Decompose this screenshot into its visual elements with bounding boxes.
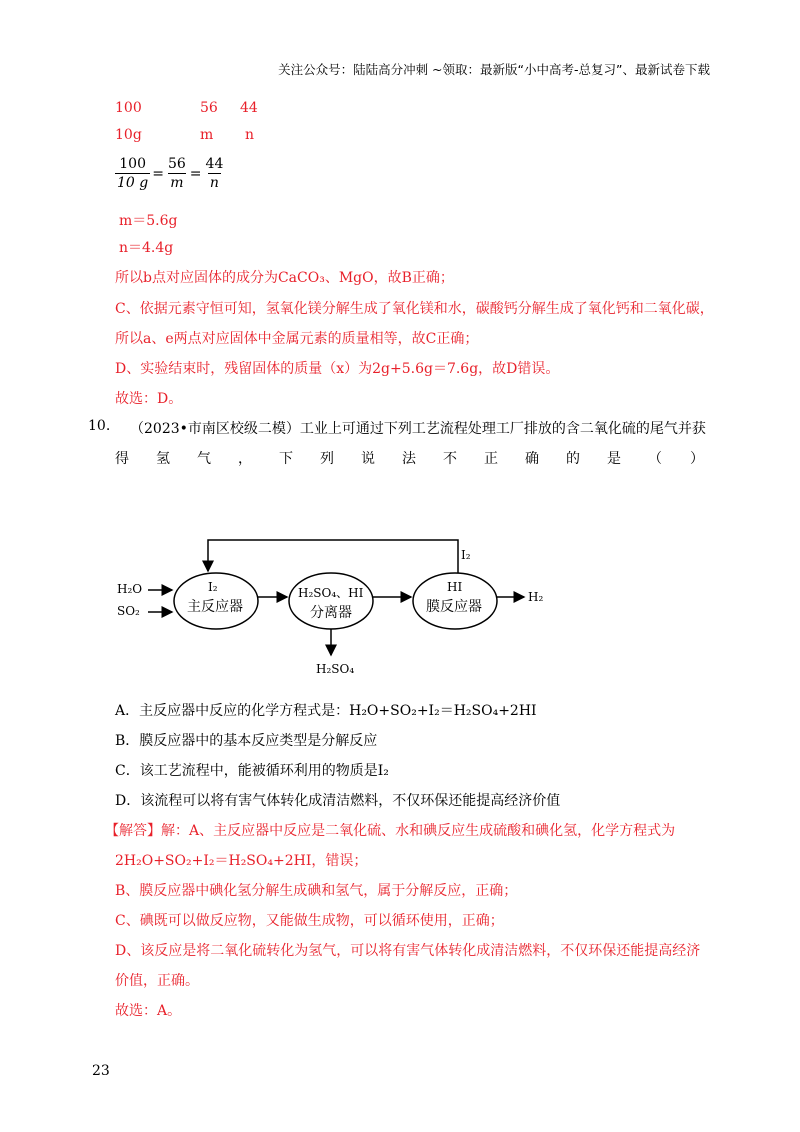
fraction-1-numerator: 100	[119, 156, 146, 172]
c-explanation-2: 所以a、e两点对应固体中金属元素的质量相等，故C正确；	[115, 331, 479, 347]
calc-val-n: n	[245, 127, 255, 143]
option-c: C．该工艺流程中，能被循环利用的物质是I₂	[115, 763, 389, 779]
question-number: 10.	[88, 418, 111, 434]
calc-val-caco3: 100	[115, 100, 142, 116]
h2-output-label: H₂	[528, 590, 544, 604]
question-stem-end: ）	[690, 451, 704, 467]
fraction-3-numerator: 44	[205, 156, 224, 172]
answer-choice: 故选：A。	[115, 1003, 182, 1019]
recycle-arrow	[208, 540, 458, 575]
page-number: 23	[92, 1063, 110, 1079]
question-stem-1: （2023•市南区校级二模）工业上可通过下列工艺流程处理工厂排放的含二氧化硫的尾气并获	[130, 421, 706, 437]
m-result: m＝5.6g	[119, 213, 178, 229]
answer-d-2: 价值，正确。	[115, 973, 199, 989]
fraction-2-numerator: 56	[167, 156, 186, 172]
proportion-equation: $\frac{100}{10 g}$ = $\frac{56}{m}$ = $\frac{44}{n}$	[117, 156, 224, 191]
c-explanation-1: C、依据元素守恒可知，氢氧化镁分解生成了氧化镁和水，碳酸钙分解生成了氧化钙和二氧化碳，	[115, 301, 714, 317]
option-d: D．该流程可以将有害气体转化成清洁燃料，不仅环保还能提高经济价值	[115, 793, 561, 809]
reactor-i2-label: I₂	[208, 580, 218, 594]
n-result: n＝4.4g	[119, 240, 174, 256]
fraction-2-denominator: m	[170, 175, 184, 191]
option-b: B．膜反应器中的基本反应类型是分解反应	[115, 733, 378, 749]
calc-val-co2: 44	[240, 100, 258, 116]
membrane-reactor-label: 膜反应器	[426, 599, 482, 615]
main-reactor-label: 主反应器	[187, 599, 243, 615]
recycle-i2-label: I₂	[461, 548, 471, 562]
b-conclusion: 所以b点对应固体的成分为CaCO₃、MgO，故B正确；	[115, 270, 454, 286]
d-explanation: D、实验结束时，残留固体的质量（x）为2g+5.6g＝7.6g，故D错误。	[115, 361, 560, 377]
water-input-label: H₂O	[117, 582, 143, 596]
answer-line-1	[105, 820, 675, 840]
so2-input-label: SO₂	[117, 604, 140, 618]
fraction-3-denominator: n	[209, 175, 219, 191]
option-a: A．主反应器中反应的化学方程式是：H₂O+SO₂+I₂＝H₂SO₄+2HI	[115, 703, 537, 719]
previous-choice: 故选：D。	[115, 391, 183, 407]
h2so4-output-label: H₂SO₄	[316, 662, 355, 676]
fraction-1-denominator: 10 g	[117, 175, 149, 191]
membrane-hi-label: HI	[447, 580, 463, 594]
separator-top-label: H₂SO₄、HI	[298, 586, 364, 600]
calc-val-mass: 10g	[115, 127, 142, 143]
answer-a-2: 2H₂O+SO₂+I₂＝H₂SO₄+2HI，错误；	[115, 853, 368, 869]
question-stem-2: 得氢气，下列说法不正确的是（	[115, 451, 689, 467]
answer-a-1: 解：A、主反应器中反应是二氧化硫、水和碘反应生成硫酸和碘化氢，化学方程式为	[161, 823, 676, 839]
calc-val-cao: 56	[200, 100, 218, 116]
answer-c: C、碘既可以做反应物，又能做生成物，可以循环使用，正确；	[115, 913, 504, 929]
answer-b: B、膜反应器中碘化氢分解生成碘和氢气，属于分解反应，正确；	[115, 883, 518, 899]
answer-tag: 【解答】	[105, 823, 161, 839]
answer-d-1: D、该反应是将二氧化硫转化为氢气，可以将有害气体转化成清洁燃料，不仅环保还能提高经济	[115, 943, 701, 959]
separator-label: 分离器	[310, 605, 352, 621]
calc-val-m: m	[200, 127, 214, 143]
page-header: 关注公众号：陆陆高分冲刺 ~领取：最新版“小中高考-总复习”、最新试卷下载	[278, 62, 710, 77]
